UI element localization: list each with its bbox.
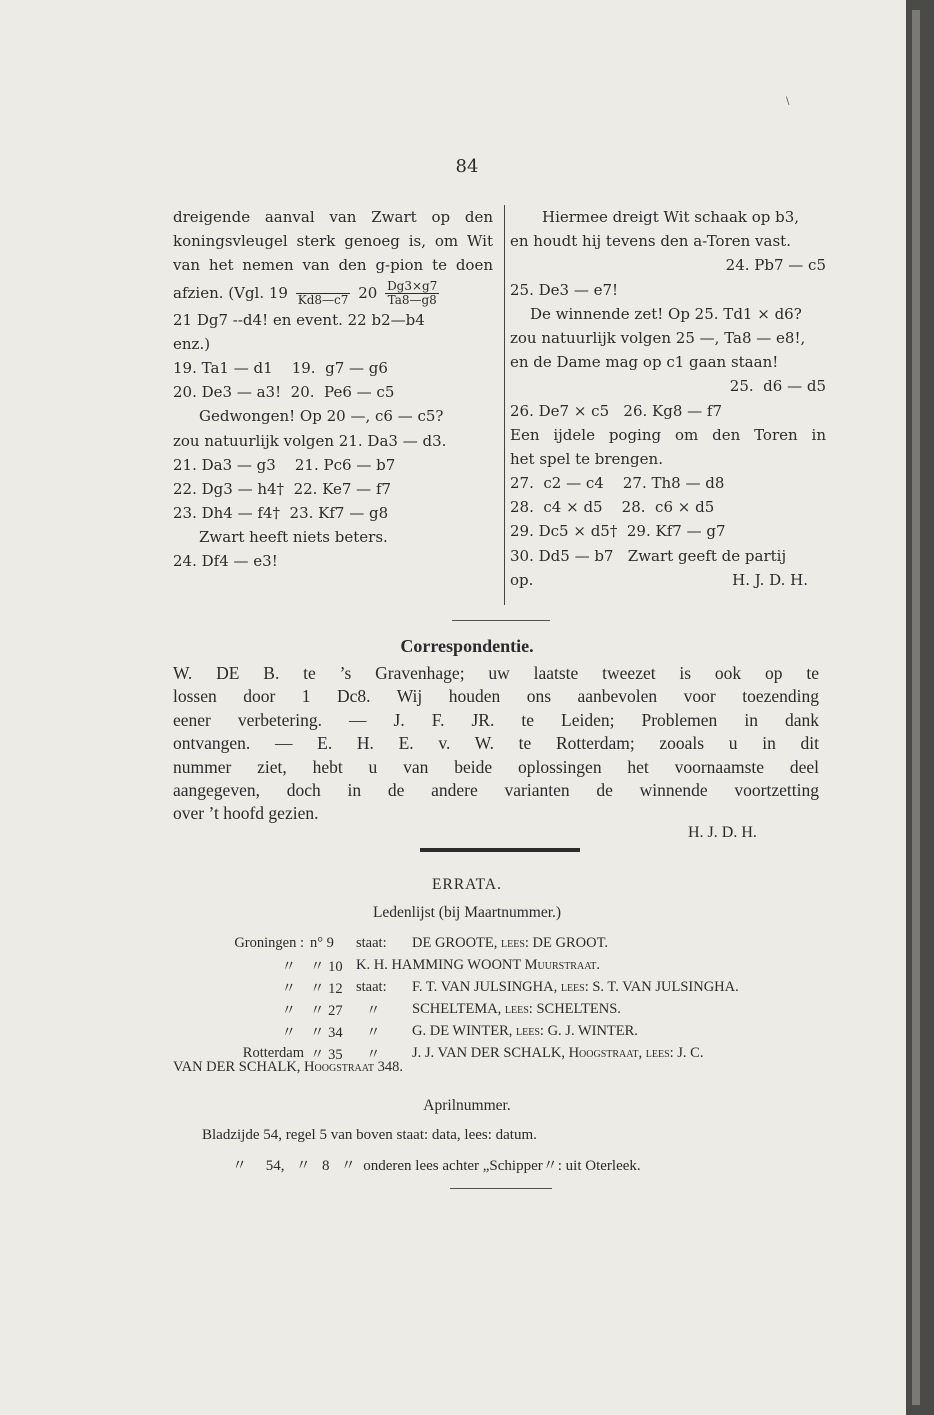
errata-number: 〃 12 [310, 980, 343, 997]
column-divider [504, 205, 505, 605]
move-line: 25. De3 — e7! [510, 280, 619, 299]
errata-city: 〃 [281, 958, 296, 975]
errata-text: G. DE WINTER, lees: G. J. WINTER. [412, 1022, 638, 1039]
right-bottom-line [510, 568, 826, 592]
errata-city: Groningen : [234, 934, 304, 951]
errata-qualifier: 〃 [366, 1024, 381, 1041]
errata-text: SCHELTEMA, lees: SCHELTENS. [412, 1000, 621, 1017]
errata-city: 〃 [281, 1002, 296, 1019]
errata-subtitle: Ledenlijst (bij Maartnummer.) [372, 904, 562, 921]
paragraph-line: nummer ziet, hebt u van beide oplossingen het voornaamste deel [173, 756, 819, 777]
fraction-denominator: Ta8—g8 [387, 293, 437, 308]
fraction-numerator: Dg3×g7 [387, 279, 438, 294]
april-heading: Aprilnummer. [423, 1097, 511, 1114]
errata-table [200, 932, 739, 1064]
left-afzien-line [173, 278, 493, 308]
move-fraction-2 [385, 280, 439, 307]
afzien-mid: 20 [358, 283, 378, 302]
move-line: 22. Dg3 — h4† 22. Ke7 — f7 [173, 479, 392, 498]
right-text-line: Hiermee dreigt Wit schaak op b3, [542, 208, 800, 226]
left-text-line: van het nemen van den g-pion te doen [173, 256, 493, 275]
errata-city: Rotterdam [242, 1044, 304, 1061]
errata-continuation: VAN DER SCHALK, Hoogstraat 348. [173, 1059, 403, 1075]
afzien-prefix: afzien. (Vgl. 19 [173, 283, 288, 302]
paragraph-line: ontvangen. — E. H. E. v. W. te Rotterdam; zooals u in dit [173, 733, 819, 754]
errata-row [200, 932, 739, 954]
end-rule [450, 1188, 552, 1189]
errata-row [200, 1020, 739, 1042]
move-line: 25. d6 — d5 [729, 377, 826, 396]
comment-line: zou natuurlijk volgen 25 —, Ta8 — e8!, [510, 328, 806, 347]
move-line: 24. Df4 — e3! [173, 552, 278, 571]
comment-line: zou natuurlijk volgen 21. Da3 — d3. [173, 431, 447, 450]
errata-city: 〃 [281, 1024, 296, 1041]
left-text-line: koningsvleugel sterk genoeg is, om Wit [173, 232, 493, 251]
fraction-numerator [296, 280, 351, 294]
errata-number: n° 9 [310, 934, 334, 951]
comment-line: Een ijdele poging om den Toren in [510, 425, 826, 444]
errata-qualifier: 〃 [366, 1046, 381, 1063]
fraction-denominator: Kd8—c7 [297, 293, 349, 308]
errata-qualifier: staat: [356, 978, 387, 995]
errata-number: 〃 10 [310, 958, 343, 975]
move-line: 27. c2 — c4 27. Th8 — d8 [510, 474, 725, 493]
errata-text: J. J. VAN DER SCHALK, Hoogstraat, lees: J. C. [412, 1044, 704, 1061]
left-text-line: 21 Dg7 --d4! en event. 22 b2—b4 [173, 310, 425, 329]
left-text-line: dreigende aanval van Zwart op den [173, 208, 493, 226]
correspondentie-text [173, 662, 819, 826]
book-edge [906, 0, 934, 1415]
paragraph-line: over ’t hoofd gezien. [173, 803, 319, 824]
move-line: 29. Dc5 × d5† 29. Kf7 — g7 [510, 522, 726, 541]
page-number: 84 [455, 156, 479, 177]
paragraph-line: aangegeven, doch in de andere varianten de winnende voortzetting [173, 779, 819, 800]
move-line: 19. Ta1 — d1 19. g7 — g6 [173, 358, 388, 377]
move-line: 23. Dh4 — f4† 23. Kf7 — g8 [173, 504, 389, 523]
move-line: 26. De7 × c5 26. Kg8 — f7 [510, 401, 723, 420]
left-text-line: enz.) [173, 334, 211, 353]
book-edge-highlight [912, 10, 920, 1405]
move-line: 20. De3 — a3! 20. Pe6 — c5 [173, 383, 395, 402]
left-column [173, 205, 493, 574]
correspondentie-signature: H. J. D. H. [688, 824, 757, 841]
errata-heading: ERRATA. [432, 876, 502, 893]
section-rule [452, 620, 550, 621]
margin-mark: \ [786, 96, 790, 107]
paragraph-line: eener verbetering. — J. F. JR. te Leiden; Problemen in dank [173, 709, 819, 730]
errata-row [200, 998, 739, 1020]
move-line: op. [510, 570, 534, 589]
move-line: 24. Pb7 — c5 [725, 256, 826, 275]
april-line: Bladzijde 54, regel 5 van boven staat: data, lees: datum. [202, 1127, 537, 1143]
move-line: 21. Da3 — g3 21. Pc6 — b7 [173, 455, 396, 474]
errata-qualifier: 〃 [366, 1002, 381, 1019]
comment-line: De winnende zet! Op 25. Td1 × d6? [530, 304, 802, 323]
errata-row [200, 976, 739, 998]
right-column [510, 205, 826, 592]
comment-line: het spel te brengen. [510, 449, 663, 468]
errata-text: K. H. HAMMING WOONT Muurstraat. [356, 956, 601, 973]
comment-line: en de Dame mag op c1 gaan staan! [510, 353, 779, 372]
errata-number: 〃 35 [310, 1046, 343, 1063]
paragraph-line: W. DE B. te ’s Gravenhage; uw laatste tweezet is ook op te [173, 663, 819, 683]
errata-city: 〃 [281, 980, 296, 997]
move-line: 28. c4 × d5 28. c6 × d5 [510, 498, 715, 517]
errata-row [200, 954, 739, 976]
right-text-line: en houdt hij tevens den a-Toren vast. [510, 232, 791, 251]
errata-text: DE GROOTE, lees: DE GROOT. [412, 934, 608, 951]
paragraph-line: lossen door 1 Dc8. Wij houden ons aanbevolen voor toezending [173, 686, 819, 707]
correspondentie-heading: Correspondentie. [400, 636, 534, 656]
errata-qualifier: staat: [356, 934, 387, 951]
comment-line: Gedwongen! Op 20 —, c6 — c5? [199, 407, 444, 426]
comment-line: Zwart heeft niets beters. [199, 528, 388, 547]
move-fraction-1 [296, 280, 351, 307]
game-signature: H. J. D. H. [732, 570, 808, 589]
errata-number: 〃 34 [310, 1024, 343, 1041]
thick-rule [420, 848, 580, 852]
move-line: 30. Dd5 — b7 Zwart geeft de partij [510, 546, 787, 565]
errata-text: F. T. VAN JULSINGHA, lees: S. T. VAN JULSINGHA. [412, 978, 739, 995]
errata-number: 〃 27 [310, 1002, 343, 1019]
april-line: 〃 54, 〃 8 〃 onderen lees achter „Schipper〃: uit Oterleek. [232, 1158, 641, 1174]
